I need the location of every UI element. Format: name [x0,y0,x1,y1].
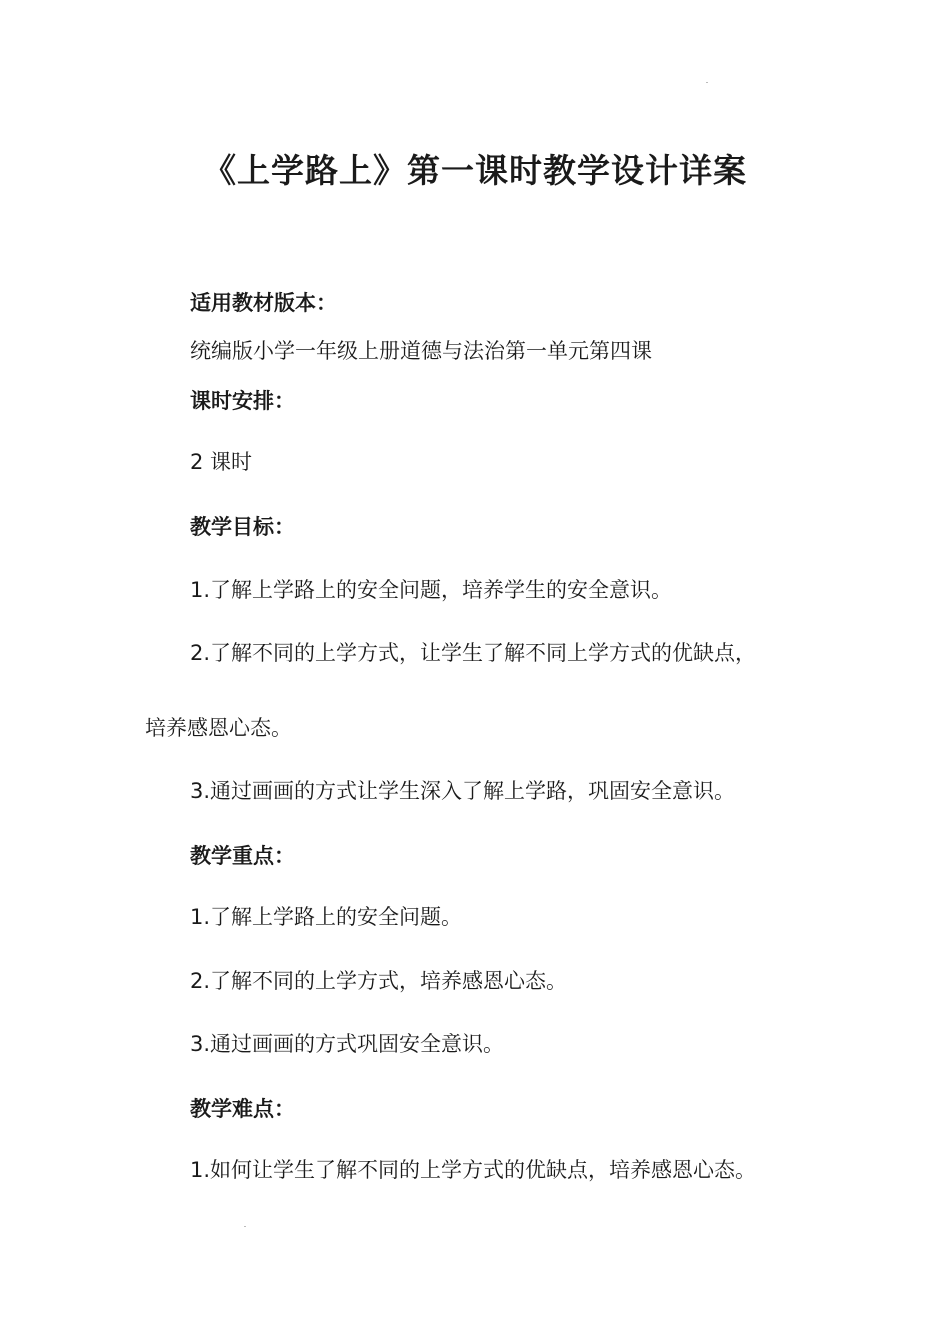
page-mark [706,82,708,83]
textbook-label: 适用教材版本： [190,291,337,315]
goal-item: 1.了解上学路上的安全问题，培养学生的安全意识。 [190,578,673,602]
goal-item-continuation: 培养感恩心态。 [145,716,292,740]
goal-item: 3.通过画画的方式让学生深入了解上学路，巩固安全意识。 [190,779,736,803]
schedule-value: 2 课时 [190,450,253,474]
schedule-label: 课时安排： [190,389,295,413]
goal-item: 2.了解不同的上学方式，让学生了解不同上学方式的优缺点， [190,641,757,665]
difficulty-label: 教学难点： [190,1097,295,1121]
difficulty-item: 1.如何让学生了解不同的上学方式的优缺点，培养感恩心态。 [190,1158,757,1182]
goals-label: 教学目标： [190,515,295,539]
focus-item: 3.通过画画的方式巩固安全意识。 [190,1032,505,1056]
focus-item: 1.了解上学路上的安全问题。 [190,905,463,929]
document-title: 《上学路上》第一课时教学设计详案 [203,151,747,190]
textbook-value: 统编版小学一年级上册道德与法治第一单元第四课 [190,339,652,363]
focus-item: 2.了解不同的上学方式，培养感恩心态。 [190,969,568,993]
focus-label: 教学重点： [190,844,295,868]
page-mark [244,1226,246,1227]
